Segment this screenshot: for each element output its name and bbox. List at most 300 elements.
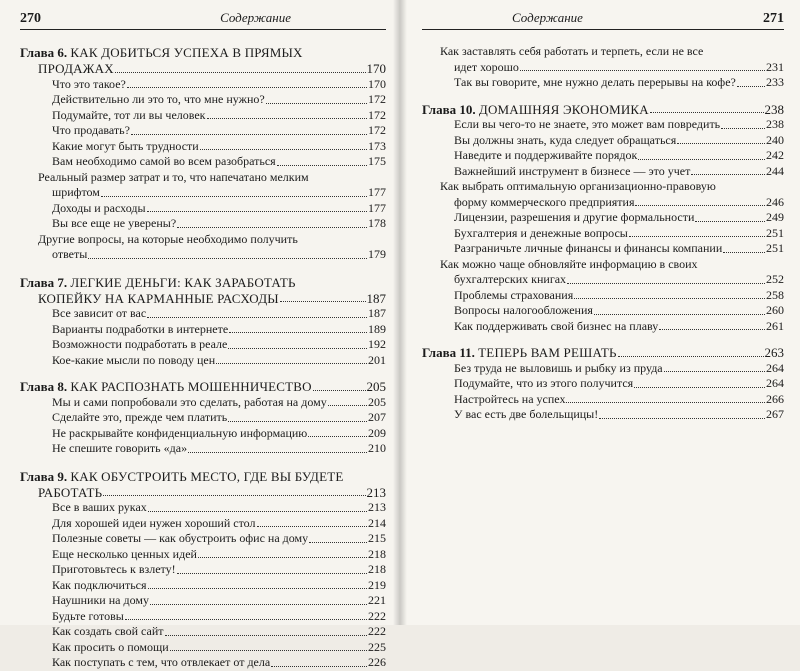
dot-leader xyxy=(677,143,765,144)
entry-row xyxy=(38,247,386,263)
chapter-title-line xyxy=(20,44,386,61)
dot-leader xyxy=(737,86,765,87)
right-page xyxy=(400,0,800,625)
entry-row xyxy=(440,376,784,392)
entry-page-number: 233 xyxy=(766,75,784,89)
toc-entry xyxy=(440,133,784,149)
toc-entry xyxy=(440,241,784,257)
entry-text: Так вы говорите, мне нужно делать перерывы на кофе? xyxy=(454,75,736,89)
dot-leader xyxy=(150,604,367,605)
entry-text-line: Как можно чаще обновляйте информацию в своих xyxy=(440,256,698,271)
entry-page-number: 258 xyxy=(766,287,784,302)
entry-page-number: 175 xyxy=(368,154,386,168)
chapter-entries xyxy=(20,500,386,671)
toc-entry xyxy=(38,562,386,578)
toc-entry xyxy=(38,306,386,322)
entry-text: Как просить о помощи xyxy=(52,639,169,654)
entry-page-number: 266 xyxy=(766,391,784,406)
dot-leader xyxy=(277,165,367,166)
entry-row xyxy=(38,640,386,656)
entry-page-number: 172 xyxy=(368,107,386,122)
entry-text: Полезные советы — как обустроить офис на дому xyxy=(52,531,309,545)
entry-text-line: Реальный размер затрат и то, что напечатано мелким xyxy=(38,169,309,184)
entry-row xyxy=(38,578,386,594)
toc-entry xyxy=(440,75,784,91)
entry-text: Не раскрывайте конфиденциальную информацию xyxy=(52,425,308,440)
toc-entry xyxy=(38,92,386,108)
chapter-block xyxy=(20,274,386,369)
toc-entry xyxy=(440,148,784,164)
chapter-title-row xyxy=(20,379,386,395)
dot-leader xyxy=(650,112,764,113)
chapter-title: ТЕПЕРЬ ВАМ РЕШАТЬ xyxy=(478,345,617,360)
entry-page-number: 218 xyxy=(368,546,386,561)
entry-page-number: 240 xyxy=(766,132,784,147)
dot-leader xyxy=(147,211,367,212)
chapter-title: КАК ДОБИТЬСЯ УСПЕХА В ПРЯМЫХ xyxy=(70,45,303,60)
entry-row xyxy=(38,77,386,93)
dot-leader xyxy=(101,196,367,197)
entry-row xyxy=(440,226,784,242)
toc-entry xyxy=(440,319,784,335)
chapter-page-number: 170 xyxy=(366,61,386,76)
entry-text: Важнейший инструмент в бизнесе — это учет xyxy=(454,163,691,178)
entry-row xyxy=(38,609,386,625)
left-page-header xyxy=(20,10,386,30)
toc-entry xyxy=(38,139,386,155)
chapter-page-number: 187 xyxy=(366,290,386,306)
running-head: Содержание xyxy=(512,10,583,25)
entry-row xyxy=(38,123,386,139)
entry-row xyxy=(38,201,386,217)
dot-leader xyxy=(599,418,765,419)
chapter-entries xyxy=(422,361,784,423)
right-page-header xyxy=(422,10,784,30)
entry-row xyxy=(38,154,386,170)
dot-leader xyxy=(266,103,367,104)
chapter-heading xyxy=(422,102,784,118)
entry-page-number: 218 xyxy=(368,562,386,576)
entry-text: Разграничьте личные финансы и финансы компании xyxy=(454,241,723,255)
entry-row xyxy=(440,164,784,180)
chapter-title: ЛЕГКИЕ ДЕНЬГИ: КАК ЗАРАБОТАТЬ xyxy=(70,274,296,290)
dot-leader xyxy=(198,557,367,558)
entry-text-line: Как заставлять себя работать и терпеть, если не все xyxy=(440,44,704,58)
toc-entry xyxy=(38,516,386,532)
dot-leader xyxy=(165,635,368,636)
entry-page-number: 177 xyxy=(368,185,386,199)
entry-text: Подумайте, тот ли вы человек xyxy=(52,107,206,122)
table-of-contents-right xyxy=(422,102,784,423)
entry-row xyxy=(440,407,784,423)
entry-row xyxy=(38,410,386,426)
toc-entry xyxy=(440,392,784,408)
entry-row xyxy=(38,337,386,353)
toc-entry xyxy=(38,77,386,93)
entry-row xyxy=(440,148,784,164)
toc-entry xyxy=(38,170,386,201)
dot-leader xyxy=(115,72,366,73)
entry-page-number: 222 xyxy=(368,624,386,638)
entry-text: форму коммерческого предприятия xyxy=(454,194,635,209)
entry-page-number: 209 xyxy=(368,425,386,440)
entry-text: Вопросы налогообложения xyxy=(454,303,593,317)
dot-leader xyxy=(328,405,367,406)
chapter-title-row xyxy=(20,291,386,307)
toc-entry xyxy=(440,210,784,226)
toc-entry xyxy=(440,407,784,423)
dot-leader xyxy=(188,452,367,453)
toc-entry xyxy=(38,655,386,671)
chapter-title: КОПЕЙКУ НА КАРМАННЫЕ РАСХОДЫ xyxy=(38,290,279,306)
toc-entry xyxy=(38,216,386,232)
dot-leader xyxy=(229,332,367,333)
toc-entry xyxy=(38,640,386,656)
chapter-title: ПРОДАЖАХ xyxy=(38,61,114,76)
dot-leader xyxy=(228,348,367,349)
toc-entry xyxy=(440,226,784,242)
entry-page-number: 244 xyxy=(766,163,784,178)
dot-leader xyxy=(271,666,367,667)
chapter-title-row xyxy=(20,61,386,77)
toc-entry xyxy=(38,426,386,442)
entry-text: шрифтом xyxy=(52,185,100,199)
toc-entry xyxy=(38,322,386,338)
entry-text-line: Как выбрать оптимальную организационно-правовую xyxy=(440,179,716,193)
entry-row xyxy=(440,60,784,76)
entry-page-number: 189 xyxy=(368,321,386,336)
chapter-title-row xyxy=(422,102,784,118)
dot-leader xyxy=(691,174,765,175)
entry-page-number: 214 xyxy=(368,515,386,530)
left-page xyxy=(0,0,400,669)
toc-entry xyxy=(38,547,386,563)
table-of-contents-left xyxy=(20,44,386,671)
entry-row xyxy=(38,441,386,457)
entry-page-number: 170 xyxy=(368,76,386,91)
entry-row xyxy=(440,272,784,288)
chapter-heading xyxy=(422,345,784,361)
toc-entry xyxy=(38,609,386,625)
entry-text: Что это такое? xyxy=(52,76,126,91)
chapter-block xyxy=(20,379,386,457)
entry-page-number: 173 xyxy=(368,138,386,153)
dot-leader xyxy=(280,301,366,302)
entry-text: Лицензии, разрешения и другие формальности xyxy=(454,210,695,224)
toc-entry xyxy=(38,500,386,516)
entry-page-number: 225 xyxy=(368,639,386,654)
entry-page-number: 215 xyxy=(368,531,386,545)
entry-row xyxy=(440,210,784,226)
chapter-heading xyxy=(20,274,386,307)
continued-entries xyxy=(422,44,784,91)
entry-page-number: 172 xyxy=(368,92,386,106)
chapter-label: Глава 7. xyxy=(20,274,68,290)
chapter-title: КАК РАСПОЗНАТЬ МОШЕННИЧЕСТВО xyxy=(70,379,312,394)
dot-leader xyxy=(103,495,365,496)
dot-leader xyxy=(664,371,765,372)
dot-leader xyxy=(309,542,367,543)
entry-text: Кое-какие мысли по поводу цен xyxy=(52,352,216,367)
chapter-block xyxy=(422,345,784,423)
chapter-title: КАК ОБУСТРОИТЬ МЕСТО, ГДЕ ВЫ БУДЕТЕ xyxy=(70,468,344,484)
chapter-title-wrap xyxy=(422,102,649,118)
entry-page-number: 207 xyxy=(368,410,386,424)
entry-text: Все в ваших руках xyxy=(52,500,147,514)
entry-text: Без труда не выловишь и рыбку из пруда xyxy=(454,360,663,375)
entry-page-number: 205 xyxy=(368,394,386,409)
toc-entry xyxy=(38,578,386,594)
entry-page-number: 264 xyxy=(766,360,784,375)
dot-leader xyxy=(257,526,367,527)
dot-leader xyxy=(177,573,367,574)
chapter-label: Глава 9. xyxy=(20,468,68,484)
entry-row xyxy=(440,75,784,91)
dot-leader xyxy=(635,205,765,206)
entry-text: Наушники на дому xyxy=(52,593,149,607)
toc-entry xyxy=(38,108,386,124)
dot-leader xyxy=(520,70,765,71)
toc-entry xyxy=(38,410,386,426)
entry-row xyxy=(440,241,784,257)
entry-text: Настройтесь на успех xyxy=(454,391,566,406)
chapter-title-row xyxy=(422,345,784,361)
chapter-label: Глава 10. xyxy=(422,101,476,117)
entry-row xyxy=(38,624,386,640)
entry-page-number: 260 xyxy=(766,303,784,317)
entry-text: Не спешите говорить «да» xyxy=(52,441,188,455)
page-number: 271 xyxy=(763,11,784,26)
chapter-title: РАБОТАТЬ xyxy=(38,484,103,500)
chapter-page-number: 238 xyxy=(764,101,784,117)
entry-page-number: 251 xyxy=(766,225,784,240)
entry-page-number: 249 xyxy=(766,210,784,224)
entry-row xyxy=(38,92,386,108)
entry-page-number: 242 xyxy=(766,148,784,162)
dot-leader xyxy=(147,317,367,318)
dot-leader xyxy=(125,619,367,620)
chapter-page-number: 213 xyxy=(366,484,386,500)
dot-leader xyxy=(131,134,367,135)
dot-leader xyxy=(723,252,765,253)
dot-leader xyxy=(200,149,367,150)
entry-text: Если вы чего-то не знаете, это может вам повредить xyxy=(454,117,721,131)
chapter-title: ДОМАШНЯЯ ЭКОНОМИКА xyxy=(478,101,649,117)
entry-text: Действительно ли это то, что мне нужно? xyxy=(52,92,265,106)
entry-text: Варианты подработки в интернете xyxy=(52,321,229,336)
chapter-label: Глава 11. xyxy=(422,345,475,360)
chapter-block xyxy=(20,44,386,263)
chapter-title-row xyxy=(20,485,386,501)
toc-entry xyxy=(440,361,784,377)
toc-entry xyxy=(440,44,784,75)
entry-text: У вас есть две болельщицы! xyxy=(454,407,599,421)
entry-text: Подумайте, что из этого получится xyxy=(454,376,634,390)
chapter-block xyxy=(20,468,386,671)
toc-entry xyxy=(440,179,784,210)
dot-leader xyxy=(148,511,367,512)
entry-text: Будьте готовы xyxy=(52,608,124,623)
entry-row xyxy=(38,593,386,609)
toc-entry xyxy=(38,353,386,369)
entry-row xyxy=(38,395,386,411)
entry-page-number: 210 xyxy=(368,441,386,455)
dot-leader xyxy=(88,258,367,259)
chapter-entries xyxy=(20,395,386,457)
dot-leader xyxy=(313,390,366,391)
entry-page-number: 261 xyxy=(766,318,784,333)
entry-text: идет хорошо xyxy=(454,59,519,74)
entry-page-number: 201 xyxy=(368,352,386,367)
entry-row xyxy=(38,547,386,563)
dot-leader xyxy=(629,236,765,237)
entry-page-number: 251 xyxy=(766,241,784,255)
chapter-heading xyxy=(20,379,386,395)
chapter-label: Глава 8. xyxy=(20,379,68,394)
dot-leader xyxy=(148,588,367,589)
chapter-title-wrap xyxy=(20,379,312,395)
toc-entry xyxy=(38,395,386,411)
entry-text: Вы должны знать, куда следует обращаться xyxy=(454,132,677,147)
chapter-page-number: 205 xyxy=(366,379,386,394)
toc-entry xyxy=(38,337,386,353)
entry-text: Какие могут быть трудности xyxy=(52,138,199,153)
running-head: Содержание xyxy=(220,10,291,25)
entry-page-number: 246 xyxy=(766,194,784,209)
entry-row xyxy=(440,392,784,408)
chapter-page-number: 263 xyxy=(764,345,784,360)
dot-leader xyxy=(170,650,367,651)
entry-row xyxy=(38,322,386,338)
toc-entry xyxy=(440,117,784,133)
toc-entry xyxy=(440,376,784,392)
entry-text: ответы xyxy=(52,247,88,261)
page-number: 270 xyxy=(20,11,41,26)
toc-entry xyxy=(38,232,386,263)
entry-row xyxy=(38,216,386,232)
entry-page-number: 213 xyxy=(368,500,386,514)
entry-page-number: 231 xyxy=(766,59,784,74)
dot-leader xyxy=(638,159,765,160)
toc-entry xyxy=(38,154,386,170)
entry-row xyxy=(440,195,784,211)
entry-row xyxy=(38,306,386,322)
chapter-heading xyxy=(20,44,386,77)
dot-leader xyxy=(566,402,765,403)
chapter-label: Глава 6. xyxy=(20,45,68,60)
entry-text: Приготовьтесь к взлету! xyxy=(52,562,176,576)
entry-page-number: 172 xyxy=(368,123,386,137)
entry-text: Как поддерживать свой бизнес на плаву xyxy=(454,318,659,333)
entry-page-number: 192 xyxy=(368,337,386,351)
entry-text: Вы все еще не уверены? xyxy=(52,216,177,230)
entry-row xyxy=(440,288,784,304)
dot-leader xyxy=(127,87,367,88)
entry-row xyxy=(38,353,386,369)
entry-page-number: 177 xyxy=(368,200,386,215)
dot-leader xyxy=(228,421,367,422)
entry-text: Вам необходимо самой во всем разобраться xyxy=(52,154,276,168)
entry-row xyxy=(38,531,386,547)
entry-page-number: 221 xyxy=(368,593,386,607)
entry-page-number: 267 xyxy=(766,407,784,421)
entry-page-number: 222 xyxy=(368,608,386,623)
entry-page-number: 187 xyxy=(368,306,386,320)
dot-leader xyxy=(634,387,765,388)
entry-row xyxy=(440,133,784,149)
entry-row xyxy=(38,655,386,671)
entry-row xyxy=(440,117,784,133)
toc-entry xyxy=(440,288,784,304)
entry-text: Все зависит от вас xyxy=(52,306,147,320)
entry-page-number: 226 xyxy=(368,655,386,669)
entry-text: Возможности подработать в реале xyxy=(52,337,228,351)
toc-entry xyxy=(440,303,784,319)
entry-row xyxy=(38,426,386,442)
chapter-title-line xyxy=(20,468,386,485)
entry-row xyxy=(38,139,386,155)
dot-leader xyxy=(594,314,765,315)
dot-leader xyxy=(618,356,764,357)
entry-row xyxy=(38,185,386,201)
toc-entry xyxy=(38,441,386,457)
dot-leader xyxy=(308,436,367,437)
entry-text: Сделайте это, прежде чем платить xyxy=(52,410,228,424)
dot-leader xyxy=(695,221,765,222)
entry-page-number: 219 xyxy=(368,577,386,592)
entry-text: Как создать свой сайт xyxy=(52,624,164,638)
chapter-heading xyxy=(20,468,386,501)
entry-text-line: Другие вопросы, на которые необходимо получить xyxy=(38,231,298,246)
dot-leader xyxy=(177,227,367,228)
dot-leader xyxy=(567,283,765,284)
entry-row xyxy=(440,361,784,377)
chapter-block xyxy=(422,102,784,335)
entry-row xyxy=(38,500,386,516)
dot-leader xyxy=(659,329,765,330)
chapter-title-wrap xyxy=(422,345,617,361)
entry-page-number: 238 xyxy=(766,117,784,131)
entry-text: Как поступать с тем, что отвлекает от дела xyxy=(52,655,271,669)
entry-text: бухгалтерских книгах xyxy=(454,272,567,286)
toc-entry xyxy=(440,257,784,288)
entry-text: Еще несколько ценных идей xyxy=(52,546,197,561)
toc-entry xyxy=(38,531,386,547)
toc-entry xyxy=(38,593,386,609)
entry-page-number: 179 xyxy=(368,247,386,261)
toc-entry xyxy=(38,123,386,139)
entry-row xyxy=(38,562,386,578)
entry-page-number: 264 xyxy=(766,376,784,390)
chapter-entries xyxy=(20,306,386,368)
entry-text: Как подключиться xyxy=(52,577,147,592)
chapter-entries xyxy=(20,77,386,263)
entry-row xyxy=(38,516,386,532)
entry-text: Наведите и поддерживайте порядок xyxy=(454,148,638,162)
entry-page-number: 252 xyxy=(766,272,784,286)
entry-text: Мы и сами попробовали это сделать, работая на дому xyxy=(52,394,327,409)
toc-entry xyxy=(38,201,386,217)
chapter-entries xyxy=(422,117,784,334)
entry-row xyxy=(38,108,386,124)
dot-leader xyxy=(721,128,765,129)
entry-text: Что продавать? xyxy=(52,123,130,137)
entry-row xyxy=(440,319,784,335)
entry-text: Проблемы страхования xyxy=(454,287,574,302)
toc-entry xyxy=(38,624,386,640)
entry-text: Для хорошей идеи нужен хороший стол xyxy=(52,515,256,530)
toc-entry xyxy=(440,164,784,180)
